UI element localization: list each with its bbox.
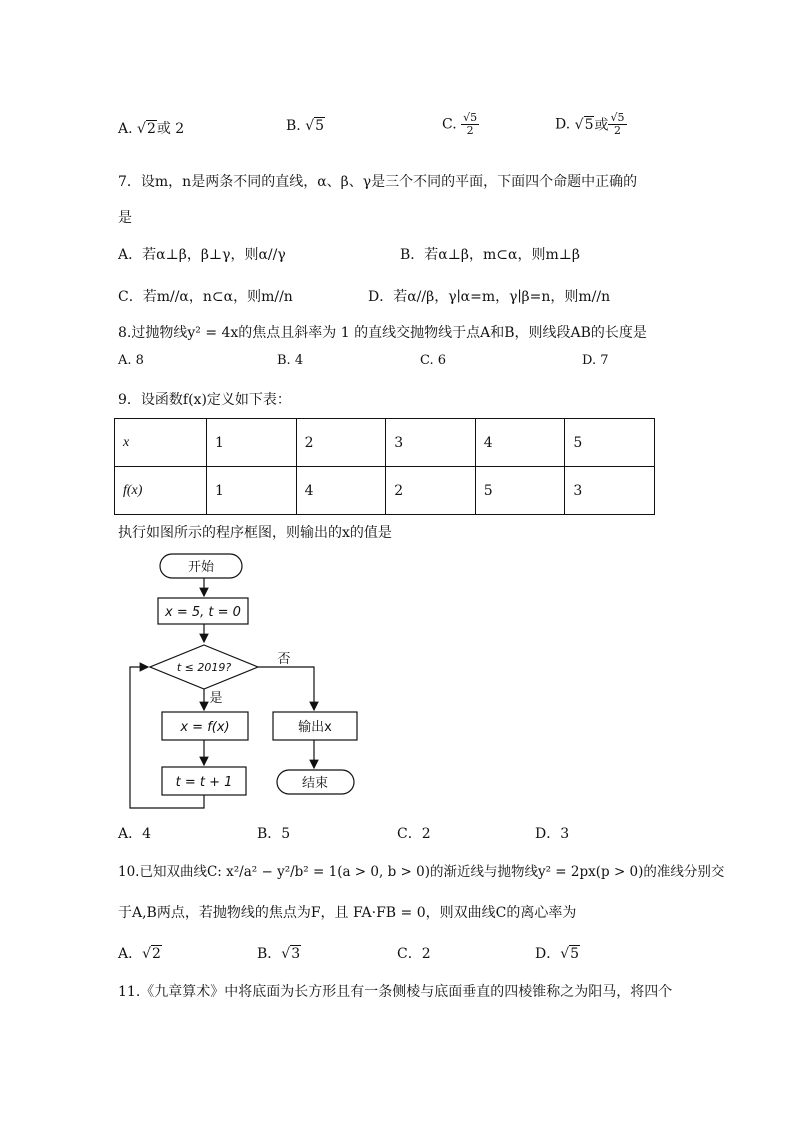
- flow-init-label: x = 5, t = 0: [165, 605, 241, 620]
- q9-option-b: B．5: [257, 826, 291, 842]
- q7-option-c: C．若m//α，n⊂α，则m//n: [118, 289, 293, 305]
- table-cell: 2: [386, 467, 476, 515]
- flow-no-label: 否: [277, 652, 291, 667]
- table-cell: 4: [475, 419, 565, 467]
- q6-option-a: A. √2或 2: [118, 121, 185, 137]
- flow-output-label: 输出x: [298, 720, 332, 735]
- q9-follow-text: 执行如图所示的程序框图，则输出的x的值是: [118, 525, 392, 541]
- table-cell: 1: [207, 419, 297, 467]
- flow-increment-label: t = t + 1: [175, 775, 233, 790]
- flow-assign-label: x = f(x): [180, 720, 230, 735]
- q9-option-c: C．2: [397, 826, 431, 842]
- q10-stem-cont: 于A,B两点，若抛物线的焦点为F，且 FA·FB = 0，则双曲线C的离心率为: [118, 905, 577, 921]
- q7-stem-cont: 是: [118, 210, 132, 226]
- q11-stem: 11.《九章算术》中将底面为长方形且有一条侧棱与底面垂直的四棱锥称之为阳马，将四个: [118, 984, 673, 1000]
- q10-option-c: C．2: [397, 946, 431, 962]
- q7-option-b: B．若α⊥β，m⊂α，则m⊥β: [400, 247, 580, 263]
- table-cell: 5: [475, 467, 565, 515]
- table-cell: 4: [296, 467, 386, 515]
- table-cell: 3: [565, 467, 655, 515]
- q9-option-a: A．4: [118, 826, 152, 842]
- flow-end-label: 结束: [301, 776, 329, 791]
- flow-yes-label: 是: [209, 691, 223, 706]
- table-header-x: x: [115, 419, 207, 467]
- q7-option-d: D．若α//β，γ∣α=m，γ∣β=n，则m//n: [368, 289, 611, 305]
- q8-option-c: C. 6: [420, 353, 447, 368]
- table-header-fx: f(x): [115, 467, 207, 515]
- q6-option-d: D. √5或 $\frac{√5}{2}$: [555, 111, 625, 137]
- table-cell: 2: [296, 419, 386, 467]
- table-cell: 3: [386, 419, 476, 467]
- q8-option-a: A. 8: [118, 353, 144, 368]
- q7-stem: 7．设m，n是两条不同的直线，α、β、γ是三个不同的平面，下面四个命题中正确的: [118, 174, 638, 190]
- q7-option-a: A．若α⊥β，β⊥γ，则α//γ: [118, 247, 286, 263]
- q9-stem: 9．设函数f(x)定义如下表：: [118, 392, 291, 408]
- q10-option-a: A．√2: [118, 946, 161, 962]
- q10-option-b: B．√3: [257, 946, 301, 962]
- q9-option-d: D．3: [535, 826, 570, 842]
- flow-start-label: 开始: [187, 560, 215, 575]
- table-cell: 5: [565, 419, 655, 467]
- q10-option-d: D．√5: [535, 946, 580, 962]
- q8-option-b: B. 4: [277, 353, 304, 368]
- q8-option-d: D. 7: [582, 353, 609, 368]
- q6-option-b: B. √5: [286, 118, 325, 134]
- q10-stem: 10.已知双曲线C: x²/a² − y²/b² = 1(a > 0, b > 0)的渐近线与抛物线y² = 2px(p > 0)的准线分别交: [118, 864, 725, 880]
- table-cell: 1: [207, 467, 297, 515]
- flow-condition-label: t ≤ 2019?: [176, 661, 232, 674]
- q8-stem: 8.过抛物线y² = 4x的焦点且斜率为 1 的直线交抛物线于点A和B，则线段AB的长度是: [118, 325, 647, 341]
- q6-option-c: C. $\frac{√5}{2}$: [442, 111, 478, 137]
